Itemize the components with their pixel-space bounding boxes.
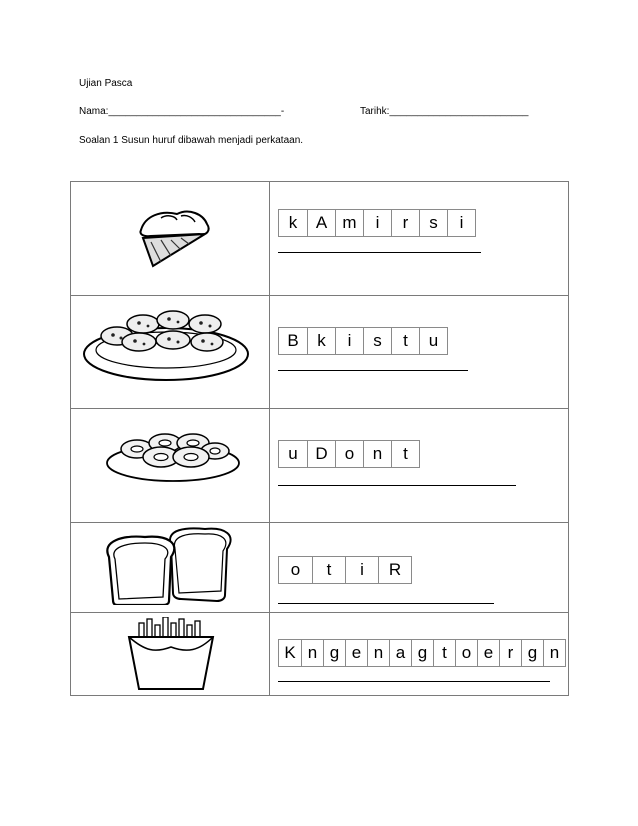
instruction-text: Soalan 1 Susun huruf dibawah menjadi perkataan. bbox=[79, 135, 304, 146]
answer-cell bbox=[270, 523, 569, 613]
scrambled-letters bbox=[278, 440, 420, 468]
letter-tile: g bbox=[411, 640, 433, 666]
letter-tile: r bbox=[391, 210, 419, 236]
letter-tile: o bbox=[290, 560, 301, 579]
picture-cell bbox=[71, 296, 270, 409]
letter-tile: o bbox=[335, 441, 363, 467]
letter-tile: a bbox=[389, 640, 411, 666]
letter-tile: g bbox=[521, 640, 543, 666]
letter-tile: B bbox=[287, 331, 299, 350]
picture-cell bbox=[71, 182, 270, 296]
answer-line[interactable] bbox=[278, 681, 550, 682]
scrambled-letters bbox=[278, 327, 448, 355]
cookies-plate-icon bbox=[81, 302, 251, 386]
answer-line[interactable] bbox=[278, 603, 494, 604]
answer-cell bbox=[270, 409, 569, 523]
letter-tile: K bbox=[284, 643, 296, 662]
question-row bbox=[71, 296, 569, 409]
letter-tile: u bbox=[419, 328, 447, 354]
letter-tile: t bbox=[433, 640, 455, 666]
letter-tile: t bbox=[391, 441, 419, 467]
letter-tile: k bbox=[288, 213, 298, 232]
scrambled-letters bbox=[278, 209, 476, 237]
letter-tile: i bbox=[363, 210, 391, 236]
letter-tile: t bbox=[391, 328, 419, 354]
question-row bbox=[71, 523, 569, 613]
date-field[interactable]: Tarihk:_________________________ bbox=[360, 106, 529, 117]
letter-tile: i bbox=[447, 210, 475, 236]
letter-tile: s bbox=[363, 328, 391, 354]
letter-tile: m bbox=[335, 210, 363, 236]
letter-tile: n bbox=[543, 640, 565, 666]
donuts-plate-icon bbox=[103, 423, 243, 483]
answer-line[interactable] bbox=[278, 252, 481, 253]
scrambled-letters bbox=[278, 556, 412, 584]
answer-cell bbox=[270, 296, 569, 409]
worksheet-title: Ujian Pasca bbox=[79, 78, 133, 89]
letter-tile: n bbox=[301, 640, 323, 666]
letter-tile: o bbox=[455, 640, 477, 666]
letter-tile: k bbox=[307, 328, 335, 354]
answer-cell bbox=[270, 613, 569, 696]
letter-tile: R bbox=[378, 557, 411, 583]
question-row bbox=[71, 182, 569, 296]
letter-tile: n bbox=[363, 441, 391, 467]
letter-tile: t bbox=[312, 557, 345, 583]
question-row bbox=[71, 613, 569, 696]
letter-tile: g bbox=[323, 640, 345, 666]
letter-tile: n bbox=[367, 640, 389, 666]
letter-tile: i bbox=[335, 328, 363, 354]
letter-tile: u bbox=[288, 444, 298, 463]
letter-tile: A bbox=[307, 210, 335, 236]
letter-tile: s bbox=[419, 210, 447, 236]
answer-line[interactable] bbox=[278, 370, 468, 371]
letter-tile: i bbox=[345, 557, 378, 583]
scrambled-letters bbox=[278, 639, 566, 667]
answer-cell bbox=[270, 182, 569, 296]
question-row bbox=[71, 409, 569, 523]
picture-cell bbox=[71, 409, 270, 523]
worksheet-table bbox=[70, 181, 569, 696]
answer-line[interactable] bbox=[278, 485, 516, 486]
letter-tile: r bbox=[499, 640, 521, 666]
letter-tile: e bbox=[345, 640, 367, 666]
name-field[interactable]: Nama:_______________________________- bbox=[79, 106, 285, 117]
picture-cell bbox=[71, 523, 270, 613]
picture-cell bbox=[71, 613, 270, 696]
letter-tile: D bbox=[307, 441, 335, 467]
sandwich-icon bbox=[131, 204, 221, 270]
french-fries-icon bbox=[125, 617, 219, 691]
letter-tile: e bbox=[477, 640, 499, 666]
bread-slices-icon bbox=[101, 525, 241, 605]
